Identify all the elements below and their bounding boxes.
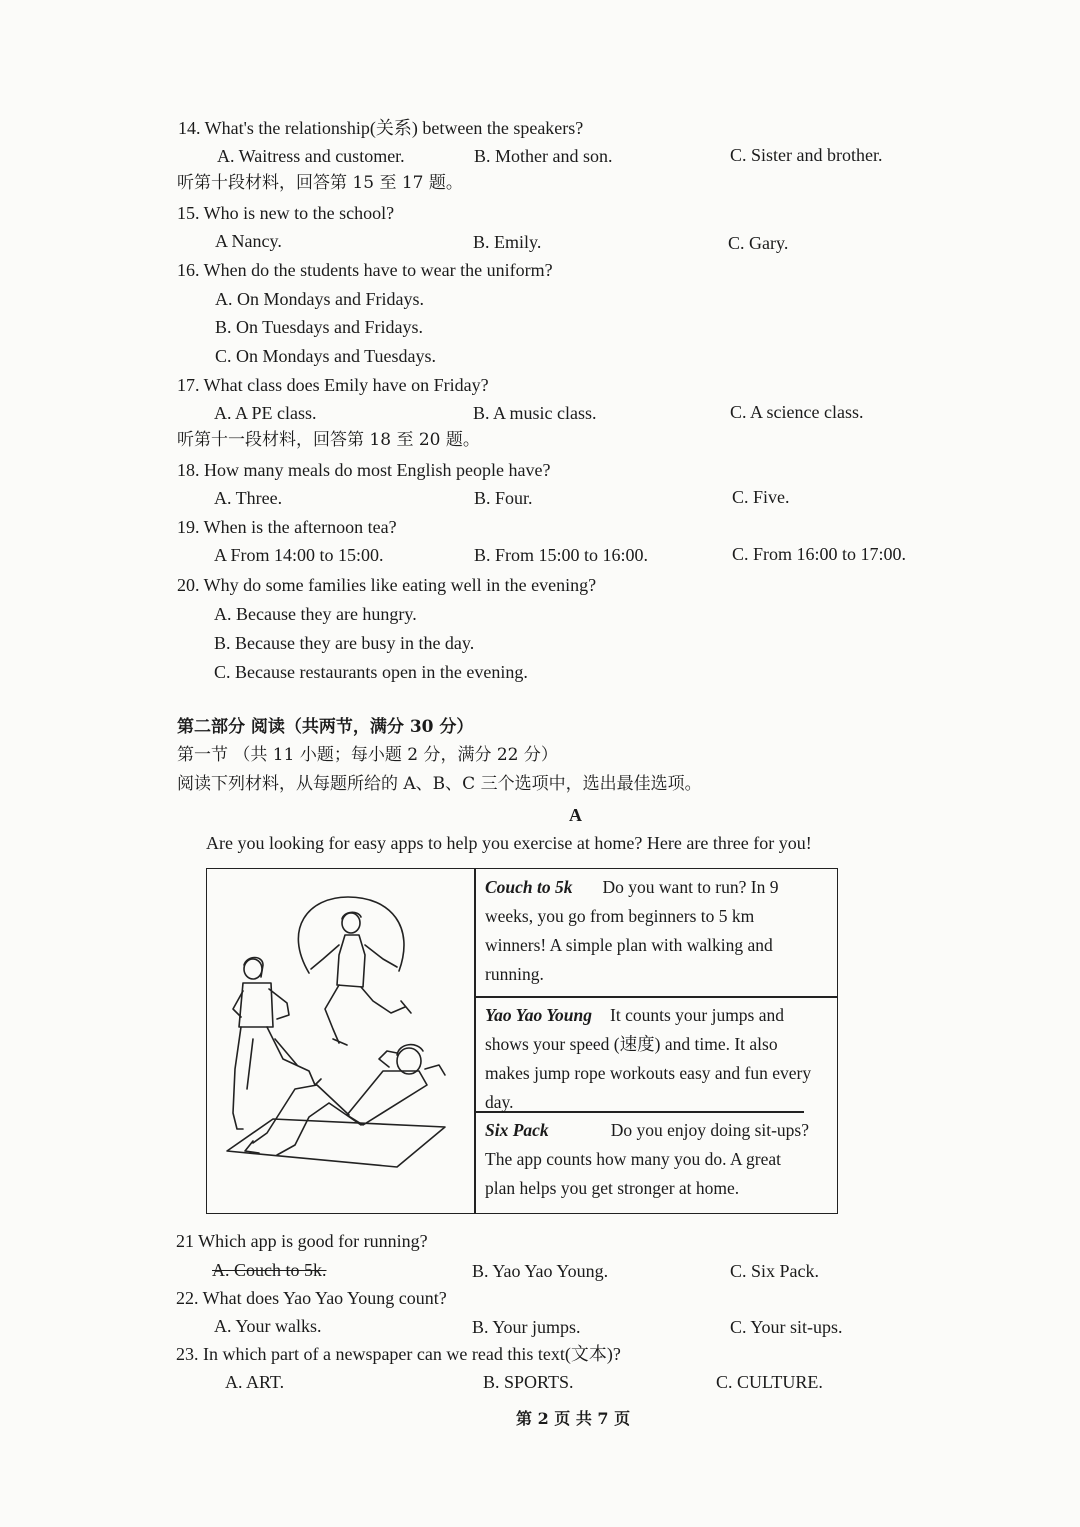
question-15-option-b: B. Emily. xyxy=(473,232,542,252)
question-21-stem: 21 Which app is good for running? xyxy=(176,1231,428,1251)
table-divider-row-1 xyxy=(474,996,838,998)
page-number-footer: 第 2 页 共 7 页 xyxy=(516,1409,631,1428)
question-17-option-a: A. A PE class. xyxy=(214,403,317,423)
passage-letter: A xyxy=(569,805,582,825)
app-desc-line: running. xyxy=(485,964,544,984)
section-11-instruction: 听第十一段材料，回答第 18 至 20 题。 xyxy=(177,430,480,450)
question-18-stem: 18. How many meals do most English people have? xyxy=(177,460,551,480)
passage-intro: Are you looking for easy apps to help you exercise at home? Here are three for you! xyxy=(206,833,812,853)
app-desc-line: Do you want to run? In 9 xyxy=(602,877,779,897)
app-couch-to-5k xyxy=(485,873,835,989)
app-desc-line: winners! A simple plan with walking and xyxy=(485,935,773,955)
question-19-stem: 19. When is the afternoon tea? xyxy=(177,517,397,537)
question-22-option-b: B. Your jumps. xyxy=(472,1317,581,1337)
question-18-option-b: B. Four. xyxy=(474,488,533,508)
question-14-option-a: A. Waitress and customer. xyxy=(217,146,405,166)
question-15-option-a: A Nancy. xyxy=(215,231,282,251)
question-17-option-b: B. A music class. xyxy=(473,403,597,423)
question-19-option-c: C. From 16:00 to 17:00. xyxy=(732,544,907,564)
question-23-stem: 23. In which part of a newspaper can we read this text(文本)? xyxy=(176,1344,621,1364)
man-skipping-icon xyxy=(311,912,411,1045)
app-six-pack xyxy=(485,1116,835,1203)
question-22-option-c: C. Your sit-ups. xyxy=(730,1317,843,1337)
question-17-stem: 17. What class does Emily have on Friday? xyxy=(177,375,489,395)
app-desc-line: day. xyxy=(485,1092,514,1112)
app-desc-line: shows your speed (速度) and time. It also xyxy=(485,1034,778,1054)
question-14-stem: 14. What's the relationship(关系) between the speakers? xyxy=(178,118,584,138)
man-situps-icon xyxy=(245,1045,445,1155)
app-desc-line: The app counts how many you do. A great xyxy=(485,1149,781,1169)
app-desc-line: Do you enjoy doing sit-ups? xyxy=(610,1120,810,1140)
section-10-instruction: 听第十段材料，回答第 15 至 17 题。 xyxy=(177,173,463,193)
question-23-option-b: B. SPORTS. xyxy=(483,1372,574,1392)
app-desc-line: It counts your jumps and xyxy=(610,1005,785,1025)
question-22-stem: 22. What does Yao Yao Young count? xyxy=(176,1288,447,1308)
app-name-six-pack: Six Pack xyxy=(485,1120,549,1140)
question-21-option-a: A. Couch to 5k. xyxy=(212,1260,327,1280)
question-18-option-c: C. Five. xyxy=(732,487,790,507)
question-16-option-c: C. On Mondays and Tuesdays. xyxy=(215,346,437,366)
question-16-option-b: B. On Tuesdays and Fridays. xyxy=(215,317,424,337)
question-23-option-a: A. ART. xyxy=(225,1372,285,1392)
question-22-option-a: A. Your walks. xyxy=(214,1316,322,1336)
woman-running-icon xyxy=(233,958,321,1130)
question-18-option-a: A. Three. xyxy=(214,488,283,508)
question-23-option-c: C. CULTURE. xyxy=(716,1372,823,1392)
exercise-mat xyxy=(227,1119,445,1167)
app-desc-line: plan helps you get stronger at home. xyxy=(485,1178,740,1198)
part-two-title: 第二部分 阅读（共两节，满分 30 分） xyxy=(177,717,474,737)
app-name-couch-to-5k: Couch to 5k xyxy=(485,877,573,897)
app-yao-yao-young xyxy=(485,1001,835,1117)
question-19-option-b: B. From 15:00 to 16:00. xyxy=(474,545,649,565)
section-one-title: 第一节 （共 11 小题；每小题 2 分，满分 22 分） xyxy=(177,745,558,765)
question-20-option-c: C. Because restaurants open in the evening. xyxy=(214,662,528,682)
question-14-option-b: B. Mother and son. xyxy=(474,146,613,166)
question-14-option-c: C. Sister and brother. xyxy=(730,145,883,165)
apps-table xyxy=(206,868,838,1214)
question-20-option-a: A. Because they are hungry. xyxy=(214,604,417,624)
reading-instruction: 阅读下列材料，从每题所给的 A、B、C 三个选项中，选出最佳选项。 xyxy=(177,774,702,794)
question-19-option-a: A From 14:00 to 15:00. xyxy=(214,545,384,565)
question-16-option-a: A. On Mondays and Fridays. xyxy=(215,289,424,309)
question-17-option-c: C. A science class. xyxy=(730,402,864,422)
question-21-option-c: C. Six Pack. xyxy=(730,1261,820,1281)
question-15-option-c: C. Gary. xyxy=(728,233,789,253)
exercise-illustration xyxy=(213,889,465,1189)
question-20-stem: 20. Why do some families like eating well in the evening? xyxy=(177,575,597,595)
question-21-option-b: B. Yao Yao Young. xyxy=(472,1261,609,1281)
question-16-stem: 16. When do the students have to wear the uniform? xyxy=(177,260,553,280)
question-15-stem: 15. Who is new to the school? xyxy=(177,203,395,223)
app-desc-line: makes jump rope workouts easy and fun every xyxy=(485,1063,812,1083)
table-divider-vertical xyxy=(474,869,476,1213)
question-20-option-b: B. Because they are busy in the day. xyxy=(214,633,475,653)
app-desc-line: weeks, you go from beginners to 5 km xyxy=(485,906,755,926)
app-name-yao-yao-young: Yao Yao Young xyxy=(485,1005,592,1025)
